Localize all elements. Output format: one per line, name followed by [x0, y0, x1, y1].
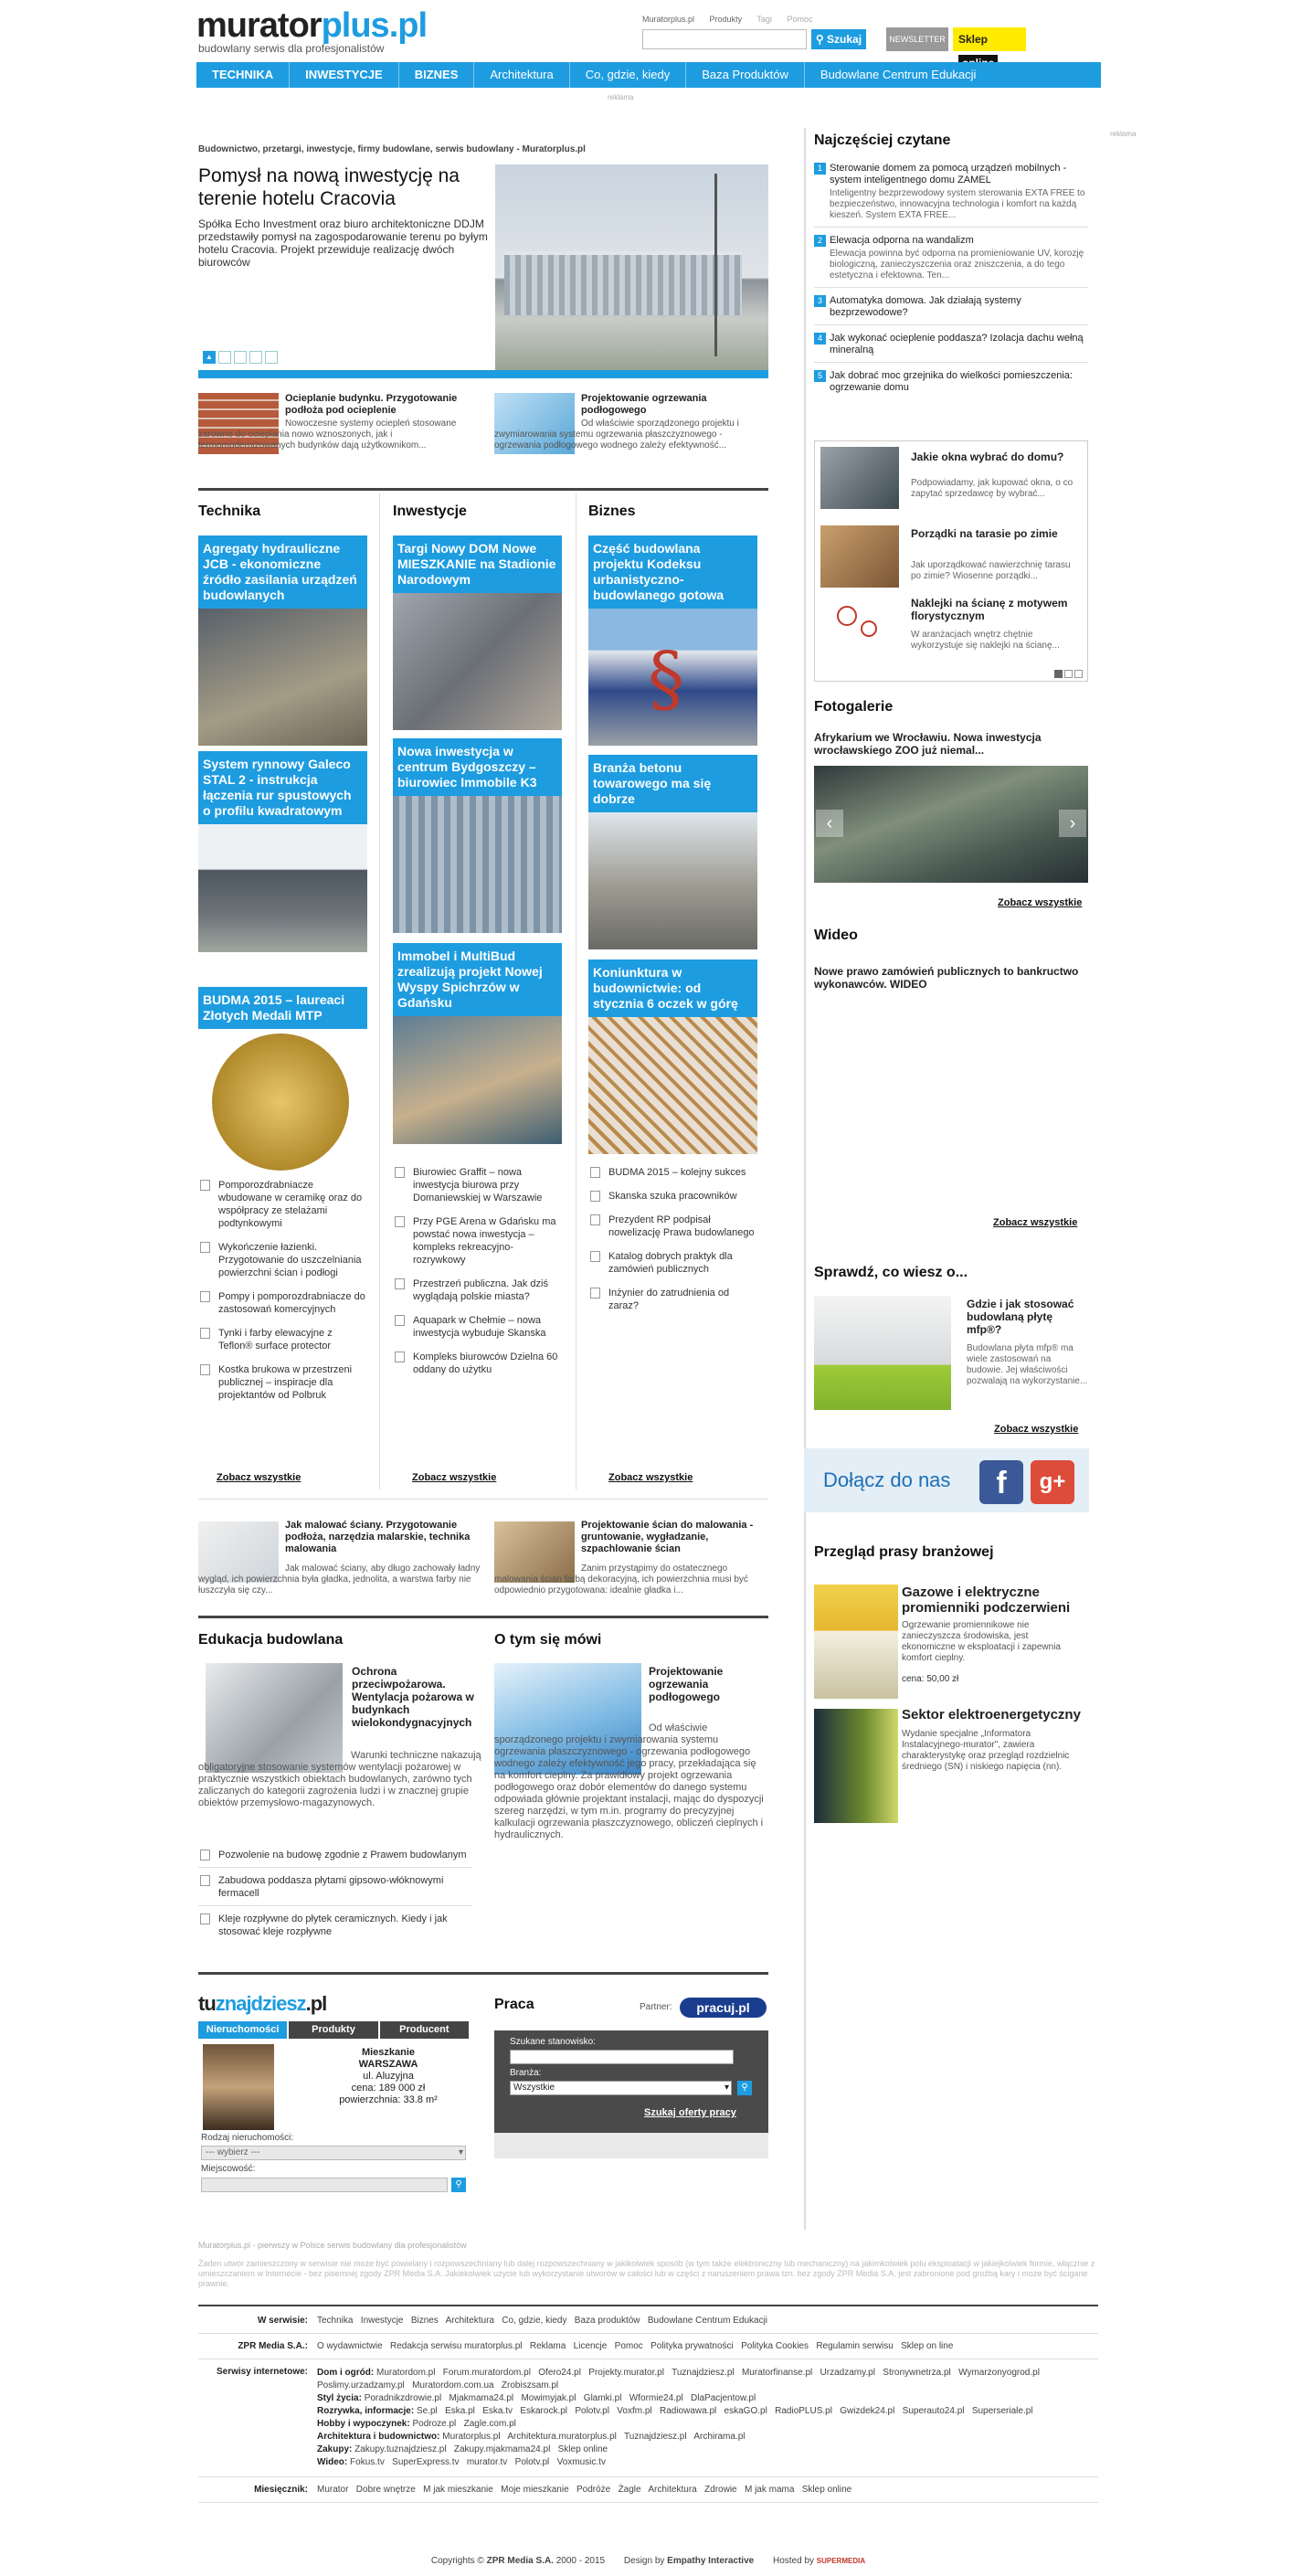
most-read-item[interactable]: 4 Jak wykonać ocieplenie poddasza? Izolacja dachu wełną mineralną — [814, 333, 1088, 363]
video-player[interactable] — [814, 998, 1088, 1208]
card-title[interactable]: Branża betonu towarowego ma się dobrze — [588, 755, 757, 812]
tuznajdziesz-logo[interactable]: tuznajdziesz.pl — [198, 1992, 327, 2015]
divider — [198, 1499, 768, 1500]
card-title[interactable]: Część budowlana projektu Kodeksu urbanistyczno-budowlanego gotowa — [588, 535, 757, 609]
slider-dot[interactable] — [234, 351, 247, 364]
column-card[interactable] — [198, 535, 367, 746]
tab-produkty[interactable]: Produkty — [289, 2021, 377, 2039]
section-title-prasa[interactable]: Przegląd prasy branżowej — [814, 1544, 994, 1560]
list-item[interactable]: Wykończenie łazienki. Przygotowanie do uszczelniania powierzchni ścian i podłogi — [198, 1241, 367, 1279]
list-item[interactable]: Pompy i pomporozdrabniacze do zastosowań komercyjnych — [198, 1290, 367, 1316]
rodzaj-select[interactable]: --- wybierz --- ▾ — [201, 2146, 466, 2160]
card-image — [393, 796, 562, 933]
magazine-title[interactable]: Sektor elektroenergetyczny — [902, 1707, 1081, 1723]
paragraph-icon: § — [648, 636, 684, 721]
see-all-link[interactable]: Zobacz wszystkie — [994, 1424, 1079, 1435]
google-plus-icon[interactable]: g+ — [1031, 1460, 1074, 1504]
divider — [198, 488, 768, 491]
nav-item[interactable]: Architektura — [474, 62, 569, 88]
section-title-wideo[interactable]: Wideo — [814, 928, 858, 943]
top-link[interactable]: Produkty — [709, 15, 743, 24]
promo-text: W aranżacjach wnętrz chętnie wykorzystuje się naklejki na ścianę... — [911, 630, 1060, 651]
medal-icon — [212, 1034, 349, 1171]
slider-dot-active[interactable] — [1054, 670, 1063, 678]
search-input[interactable] — [642, 29, 807, 49]
hero-title[interactable]: Pomysł na nową inwestycję na terenie hotelu Cracovia — [198, 165, 460, 209]
magazine-text: Ogrzewanie promiennikowe nie zanieczyszcza środowiska, jest ekonomiczne w eksploatacji i zapewnia komfort cieplny. — [902, 1620, 1061, 1663]
top-link[interactable]: Tagi — [756, 15, 772, 24]
edukacja-title[interactable]: Ochrona przeciwpożarowa. Wentylacja pożarowa w budynkach wielokondygnacyjnych — [352, 1665, 474, 1729]
designer-link[interactable]: Empathy Interactive — [667, 2556, 755, 2566]
section-title-fotogalerie[interactable]: Fotogalerie — [814, 699, 894, 715]
list-item[interactable]: Tynki i farby elewacyjne z Teflon® surface protector — [198, 1327, 367, 1352]
sprawdz-image[interactable] — [814, 1296, 951, 1410]
miejscowosc-input[interactable] — [201, 2178, 448, 2192]
card-title[interactable]: System rynnowy Galeco STAL 2 - instrukcja łączenia rur spustowych o profilu kwadratowym — [198, 751, 367, 824]
offer-street: ul. Aluzyjna — [363, 2071, 414, 2082]
top-link[interactable]: Muratorplus.pl — [642, 15, 695, 24]
slider-dot[interactable] — [1074, 670, 1083, 678]
tab-producent[interactable]: Producent — [380, 2021, 469, 2039]
site-tagline: budowlany serwis dla profesjonalistów — [198, 42, 385, 55]
promo-title[interactable]: Porządki na tarasie po zimie — [911, 527, 1058, 540]
nav-item[interactable]: Baza Produktów — [686, 62, 805, 88]
slider-dot[interactable] — [265, 351, 278, 364]
social-label: Dołącz do nas — [823, 1468, 951, 1491]
see-all-link[interactable]: Zobacz wszystkie — [998, 897, 1083, 908]
arrow-left-icon[interactable]: ‹ — [816, 810, 843, 837]
praca-footer — [494, 2133, 768, 2158]
social-box — [804, 1448, 1089, 1512]
column-head-technika[interactable]: Technika — [198, 504, 261, 519]
list-item[interactable]: Skanska szuka pracowników — [588, 1190, 757, 1203]
promo-title[interactable]: Jakie okna wybrać do domu? — [911, 451, 1064, 463]
card-image — [393, 1016, 562, 1144]
breadcrumb: Budownictwo, przetargi, inwestycje, firmy budowlane, serwis budowlany - Muratorplus.pl — [198, 144, 586, 154]
magazine-cover[interactable] — [814, 1585, 898, 1699]
nav-item[interactable]: TECHNIKA — [196, 62, 290, 88]
site-logo[interactable]: muratorplus.pl — [196, 6, 428, 45]
tab-nieruchomosci[interactable]: Nieruchomości — [198, 2021, 287, 2039]
column-card[interactable] — [588, 535, 757, 746]
teaser-title[interactable]: Jak malować ściany. Przygotowanie podłoża, narzędzia malarskie, technika malowania — [285, 1520, 471, 1554]
section-title-sprawdz[interactable]: Sprawdź, co wiesz o... — [814, 1265, 968, 1280]
divider — [198, 2305, 1098, 2306]
offer-area: powierzchnia: 33.8 m² — [339, 2094, 438, 2105]
promo-image[interactable] — [820, 525, 899, 588]
list-item[interactable]: Prezydent RP podpisał nowelizację Prawa budowlanego — [588, 1214, 757, 1239]
nav-item[interactable]: INWESTYCJE — [290, 62, 399, 88]
otym-title[interactable]: Projektowanie ogrzewania podłogowego — [649, 1665, 724, 1703]
offer-city: WARSZAWA — [358, 2059, 418, 2070]
column-card[interactable] — [393, 943, 562, 1144]
sprawdz-text: Budowlana płyta mfp® ma wiele zastosowań na budowie. Jej właściwości pozwalają na wykorzystanie... — [967, 1343, 1088, 1386]
magazine-price: cena: 50,00 zł — [902, 1674, 959, 1684]
search-job-link[interactable]: Szukaj oferty pracy — [640, 2107, 740, 2118]
teaser-title[interactable]: Projektowanie ścian do malowania - gruntowanie, wygładzanie, szpachlowanie ścian — [581, 1520, 754, 1554]
shop-button[interactable]: Sklep — [953, 27, 1026, 51]
card-title[interactable]: Nowa inwestycja w centrum Bydgoszczy – biurowiec Immobile K3 — [393, 738, 562, 796]
list-item[interactable]: Aquapark w Chełmie – nowa inwestycja wybuduje Skanska — [393, 1314, 562, 1340]
miejscowosc-label: Miejscowość: — [201, 2164, 256, 2174]
most-read-item[interactable]: 1 Sterowanie domem za pomocą urządzeń mobilnych - system inteligentnego domu ZAMEL Inteligentny bezprzewodowy system sterowania EXTA FREE to bezpieczeństwo, innowacyjna technologia i komfort na każdą kieszeń. System EXTA FREE... — [814, 163, 1088, 228]
column-head-inwestycje[interactable]: Inwestycje — [393, 504, 467, 519]
ad-label: reklama — [1110, 130, 1137, 138]
tuz-tabs — [198, 2021, 469, 2039]
stanowisko-input[interactable] — [510, 2050, 734, 2064]
magazine-text: Wydanie specjalne „Informatora Instalacyjnego-murator", zawiera charakterystykę oraz przegląd rozdzielnic średniego (SN) i niskiego napięcia (nn). — [902, 1729, 1070, 1772]
teaser-text: Zanim przystąpimy do ostatecznego malowania ścian farbą dekoracyjną, ich powierzchnia musi być odpowiednio przygotowana: idealnie gładka i... — [494, 1564, 748, 1595]
top-links — [642, 15, 825, 24]
offer-price: cena: 189 000 zł — [351, 2083, 426, 2094]
top-link[interactable]: Pomoc — [787, 15, 813, 24]
search-icon: ⚲ — [455, 2179, 462, 2189]
ad-label: reklama — [608, 93, 634, 101]
hero-bar — [198, 370, 768, 378]
see-all-link[interactable]: Zobacz wszystkie — [217, 1472, 301, 1483]
list-item[interactable]: Pozwolenie na budowę zgodnie z Prawem budowlanym — [198, 1849, 472, 1868]
card-title[interactable]: Agregaty hydrauliczne JCB - ekonomiczne źródło zasilania urządzeń budowlanych — [198, 535, 367, 609]
most-read-item[interactable]: 3 Automatyka domowa. Jak działają systemy bezprzewodowe? — [814, 295, 1088, 325]
section-title-najczesciej[interactable]: Najczęściej czytane — [814, 133, 951, 148]
footer-link-row[interactable]: Zakupy.tuznajdziesz.pl Zakupy.mjakmama24.pl Sklep online — [354, 2444, 608, 2454]
column-card[interactable] — [588, 755, 757, 949]
footer-link-row[interactable]: Murator Dobre wnętrze M jak mieszkanie Moje mieszkanie Podróże Żagle Architektura Zdrowie M jak mama Sklep online — [317, 2485, 852, 2495]
search-icon: ⚲ — [741, 2083, 748, 2093]
flower-icon — [861, 620, 877, 637]
teaser-title[interactable]: Projektowanie ogrzewania podłogowego — [581, 393, 707, 416]
slider-dot-active[interactable]: ▲ — [203, 351, 216, 364]
promo-box — [814, 440, 1088, 682]
card-title[interactable]: BUDMA 2015 – laureaci Złotych Medali MTP — [198, 987, 367, 1029]
footer-about: Muratorplus.pl - pierwszy w Polsce serwis budowlany dla profesjonalistów — [198, 2241, 467, 2250]
divider — [198, 1616, 768, 1618]
slider-dots — [203, 351, 278, 364]
rodzaj-label: Rodzaj nieruchomości: — [201, 2133, 294, 2143]
newsletter-button[interactable]: NEWSLETTER — [886, 27, 948, 51]
see-all-link[interactable]: Zobacz wszystkie — [608, 1472, 693, 1483]
list-item[interactable]: Kompleks biurowców Dzielna 60 oddany do użytku — [393, 1351, 562, 1376]
column-card[interactable] — [393, 535, 562, 730]
teaser-title[interactable]: Ocieplanie budynku. Przygotowanie podłoża pod ocieplenie — [285, 393, 458, 416]
section-title-otym[interactable]: O tym się mówi — [494, 1632, 602, 1648]
otym-text: Od właściwie sporządzonego projektu i zwymiarowania systemu ogrzewania płaszczyznowego - ogrzewania podłogowego wodnego zależy efektywność jego pracy, przekładająca się na komfort cieplny. Za prawidłowy projekt ogrzewania podłogowego oraz dobór elementów do danego systemu odpowiada głównie projektant instalacji, mając do dyspozycji szereg narzędzi, w tym m.in. programy do precyzyjnej kalkulacji ogrzewania płaszczyznowego, obliczeń cieplnych i hydraulicznych. — [494, 1723, 764, 1840]
most-read-item[interactable]: 2 Elewacja odporna na wandalizm Elewacja powinna być odporna na promieniowanie UV, korozję biologiczną, zanieczyszczenia oraz zniszczenia, a do tego estetyczna i efektowna. Ten... — [814, 235, 1088, 288]
promo-dots — [1054, 670, 1083, 678]
edukacja-list — [198, 1849, 472, 1938]
main-nav — [196, 62, 1101, 88]
facebook-icon[interactable]: f — [979, 1460, 1023, 1504]
offer-image[interactable] — [203, 2044, 274, 2130]
footer-link-row[interactable]: Muratordom.pl Forum.muratordom.pl Ofero24.pl Projekty.murator.pl Tuznajdziesz.pl Muratorfinanse.pl Urzadzamy.pl Stronywnetrza.pl Wymarzonyogrod.pl Poslimy.urzadzamy.pl Muratordom.com.ua Zrobiszsam.pl — [317, 2368, 1048, 2390]
teaser-text: Jak malować ściany, aby długo zachowały ładny wygląd, ich powierzchnia była gładka, jednolita, a warstwa farby nie łuszczyła się czy... — [198, 1564, 481, 1595]
nav-item[interactable]: BIZNES — [399, 62, 475, 88]
card-image — [198, 609, 367, 746]
teaser-text: Od właściwie sporządzonego projektu i zwymiarowania systemu ogrzewania płaszczyznowego - ogrzewania podłogowego wodnego zależy efektywność... — [494, 419, 739, 451]
footer-label: Serwisy internetowe: — [216, 2367, 308, 2377]
footer-legal: Żaden utwór zamieszczony w serwisie nie może być powielany i rozpowszechniany lub dalej rozpowszechniany w jakikolwiek sposób (w tym także elektroniczny lub mechaniczny) na jakimkolwiek polu eksploatacji w jakiejkolwiek formie, włącznie z umieszczaniem w Internecie - bez pisemnej zgody ZPR Media S.A. Jakiekolwiek użycie lub wykorzystanie utworów w całości lub w części z naruszeniem prawa tzn. bez zgody ZPR Media S.A. jest zabronione pod groźbą kary i może być ścigane prawnie. — [198, 2259, 1095, 2288]
offer-title: Mieszkanie — [361, 2047, 416, 2058]
chevron-down-icon: ▾ — [458, 2147, 463, 2157]
column-card[interactable] — [198, 751, 367, 952]
magazine-title[interactable]: Gazowe i elektryczne promienniki podczerwieni — [902, 1585, 1071, 1616]
column-list — [198, 1179, 367, 1402]
card-image — [198, 824, 367, 952]
most-read-list — [814, 163, 1088, 394]
footer-label: Miesięcznik: — [254, 2485, 308, 2495]
nav-item[interactable]: Co, gdzie, kiedy — [570, 62, 687, 88]
list-item[interactable]: Kostka brukowa w przestrzeni publicznej – inspiracje dla projektantów od Polbruk — [198, 1363, 367, 1402]
promo-text: Podpowiadamy, jak kupować okna, o co zapytać sprzedawcę by wybrać... — [911, 478, 1074, 499]
card-image — [393, 593, 562, 730]
card-image — [588, 1017, 757, 1154]
edukacja-text: Warunki techniczne nakazują obligatoryjne stosowanie systemów wentylacji pożarowej w praktycznie wszystkich obiektach budowlanych, zarówno tych zaliczanych do kategorii zagrożenia ludzi i w znacznej grupie obiektów przemysłowo-magazynowych. — [198, 1750, 481, 1808]
video-title[interactable]: Nowe prawo zamówień publicznych to bankructwo wykonawców. WIDEO — [814, 965, 1079, 991]
search-icon: ⚲ — [815, 33, 828, 46]
hero-image[interactable] — [495, 164, 768, 370]
promo-title[interactable]: Naklejki na ścianę z motywem florystycznym — [911, 597, 1068, 622]
flower-icon — [837, 606, 857, 626]
footer-link-row[interactable]: Poradnikzdrowie.pl Mjakmama24.pl Mowimyjak.pl Glamki.pl Wformie24.pl DlaPacjentow.pl — [364, 2393, 756, 2403]
pracuj-logo[interactable]: pracuj.pl — [680, 1998, 767, 2018]
promo-image[interactable] — [820, 597, 899, 668]
see-all-link[interactable]: Zobacz wszystkie — [993, 1217, 1078, 1228]
slider-dot[interactable] — [218, 351, 231, 364]
footer-label: W serwisie: — [257, 2316, 308, 2326]
search-button[interactable]: ⚲ Szukaj — [811, 29, 866, 49]
list-item[interactable]: Biurowiec Graffit – nowa inwestycja biurowa przy Domaniewskiej w Warszawie — [393, 1166, 562, 1204]
footer-link-row[interactable]: Se.pl Eska.pl Eska.tv Eskarock.pl Polotv.pl Voxfm.pl Radiowawa.pl eskaGO.pl RadioPLUS.pl Gwizdek24.pl Superauto24.pl Superseriale.pl — [416, 2406, 1033, 2416]
see-all-link[interactable]: Zobacz wszystkie — [412, 1472, 497, 1483]
sprawdz-title[interactable]: Gdzie i jak stosować budowlaną płytę mfp®? — [967, 1298, 1074, 1336]
host-logo[interactable]: SUPERMEDIA — [816, 2557, 866, 2565]
divider — [198, 1972, 768, 1975]
promo-text: Jak uporządkować nawierzchnię tarasu po zimie? Wiosenne porządki... — [911, 560, 1071, 581]
stanowisko-label: Szukane stanowisko: — [510, 2037, 596, 2047]
list-item[interactable]: Katalog dobrych praktyk dla zamówień publicznych — [588, 1250, 757, 1276]
list-item[interactable]: BUDMA 2015 – kolejny sukces — [588, 1166, 757, 1179]
footer-link-row[interactable]: Technika Inwestycje Biznes Architektura Co, gdzie, kiedy Baza produktów Budowlane Centrum Edukacji — [317, 2316, 768, 2326]
gallery-title[interactable]: Afrykarium we Wrocławiu. Nowa inwestycja wrocławskiego ZOO już niemal... — [814, 731, 1042, 757]
sidebar-divider — [804, 128, 806, 2230]
footer-link-row[interactable]: O wydawnictwie Redakcja serwisu muratorplus.pl Reklama Licencje Pomoc Polityka prywatności Polityka Cookies Regulamin serwisu Sklep on line — [317, 2341, 954, 2351]
hero-text: Spółka Echo Investment oraz biuro architektoniczne DDJM przedstawiły pomysł na zagospodarowanie terenu po byłym hotelu Cracovia. Projekt przewiduje realizację dwóch biurowców — [198, 217, 488, 269]
praca-search-button[interactable] — [737, 2081, 752, 2095]
column-card[interactable] — [393, 738, 562, 933]
list-item[interactable]: Zabudowa poddasza płytami gipsowo-włóknowymi fermacell — [198, 1874, 472, 1906]
column-list — [588, 1166, 757, 1312]
card-image — [588, 609, 757, 746]
section-title-praca[interactable]: Praca — [494, 1997, 534, 2012]
promo-image[interactable] — [820, 447, 899, 509]
list-item[interactable]: Inżynier do zatrudnienia od zaraz? — [588, 1287, 757, 1312]
card-image — [588, 812, 757, 949]
header — [196, 7, 1101, 62]
list-item[interactable]: Przestrzeń publiczna. Jak dziś wyglądają polskie miasta? — [393, 1277, 562, 1303]
slider-dot[interactable] — [1064, 670, 1073, 678]
list-item[interactable]: Kleje rozpływne do płytek ceramicznych. Kiedy i jak stosować kleje rozpływne — [198, 1913, 472, 1938]
teaser-text: Nowoczesne systemy ociepleń stosowane zarówno do ocieplania nowo wznoszonych, jak i termomodernizowanych budynków dają użytkownikom... — [198, 419, 457, 451]
footer-link-row[interactable]: Podroze.pl Zagle.com.pl — [412, 2419, 516, 2429]
tuz-search-button[interactable] — [451, 2178, 466, 2192]
column-head-biznes[interactable]: Biznes — [588, 504, 636, 519]
footer-link-row[interactable]: Fokus.tv SuperExpress.tv murator.tv Polotv.pl Voxmusic.tv — [350, 2457, 606, 2467]
offer-details[interactable] — [311, 2047, 466, 2106]
nav-item[interactable]: Budowlane Centrum Edukacji — [820, 68, 977, 81]
column-card[interactable] — [588, 959, 757, 1154]
footer-label: ZPR Media S.A.: — [238, 2341, 308, 2351]
card-title[interactable]: Immobel i MultiBud zrealizują projekt Nowej Wyspy Spichrzów w Gdańsku — [393, 943, 562, 1016]
partner-label: Partner: — [640, 2002, 672, 2012]
column-divider — [379, 493, 380, 1489]
footer-links: W serwisie: Technika Inwestycje Biznes Architektura Co, gdzie, kiedy Baza produktów Budowlane Centrum Edukacji ZPR Media S.A.: O wydawnictwie Redakcja serwisu muratorplus.pl Reklama Licencje Pomoc Polityka prywatności Polityka Cookies Regulamin serwisu Sklep on line Serwisy internetowe: Dom i ogród: Muratordom.pl Forum.muratordom.pl Ofero24.pl Projekty.murator.pl Tuznajdziesz.pl Muratorfinanse.pl Urzadzamy.pl Stronywnetrza.pl Wymarzonyogrod.pl Poslimy.urzadzamy.pl Muratordom.com.ua Zrobiszsam.pl Styl życia: Poradnikzdrowie.pl Mjakmama24.pl Mowimyjak.pl Glamki.pl Wformie24.pl DlaPacjentow.pl Rozrywka, informacje: Se.pl Eska.pl Eska.tv Eskarock.pl Polotv.pl Voxfm.pl Radiowawa.pl eskaGO.pl RadioPLUS.pl Gwizdek24.pl Superauto24.pl Superseriale.pl Hobby i wypoczynek: Podroze.pl Zagle.com.pl Architektura i budownictwo: Muratorplus.pl Architektura.muratorplus.pl Tuznajdziesz.pl Archirama.pl Zakupy: Zakupy.tuznajdziesz.pl Zakupy.mjakmama24.pl Sklep online Wideo: Fokus.tv SuperExpress.tv murator.tv Polotv.pl Voxmusic.tv Miesięcznik: Murator Dobre wnętrze M jak mieszkanie Moje mieszkanie Podróże Żagle Architektura Zdrowie M jak mama Sklep online — [198, 2316, 1098, 2503]
branza-label: Branża: — [510, 2068, 542, 2078]
arrow-right-icon[interactable]: › — [1059, 810, 1086, 837]
column-list — [393, 1166, 562, 1376]
section-title-edukacja[interactable]: Edukacja budowlana — [198, 1632, 344, 1648]
footer-link-row[interactable]: Muratorplus.pl Architektura.muratorplus.pl Tuznajdziesz.pl Archirama.pl — [442, 2432, 746, 2442]
magazine-cover[interactable] — [814, 1709, 898, 1823]
card-image — [198, 1029, 367, 1166]
card-title[interactable]: Koniunktura w budownictwie: od stycznia 6 oczek w górę — [588, 959, 757, 1017]
list-item[interactable]: Pomporozdrabniacze wbudowane w ceramikę oraz do współpracy ze stelażami podtynkowymi — [198, 1179, 367, 1230]
branza-select[interactable]: Wszystkie ▾ — [510, 2081, 732, 2095]
column-card[interactable] — [198, 987, 367, 1166]
most-read-item[interactable]: 5 Jak dobrać moc grzejnika do wielkości pomieszczenia: ogrzewanie domu — [814, 370, 1088, 394]
list-item[interactable]: Przy PGE Arena w Gdańsku ma powstać nowa inwestycja – kompleks rekreacyjno-rozrywkowy — [393, 1215, 562, 1267]
copyright-bar: Copyrights © ZPR Media S.A. 2000 - 2015 Design by Empathy Interactive Hosted by SUPERMEDIA — [430, 2556, 866, 2566]
gallery-image[interactable] — [814, 766, 1088, 883]
slider-dot[interactable] — [249, 351, 262, 364]
card-title[interactable]: Targi Nowy DOM Nowe MIESZKANIE na Stadionie Narodowym — [393, 535, 562, 593]
chevron-down-icon: ▾ — [724, 2083, 729, 2093]
